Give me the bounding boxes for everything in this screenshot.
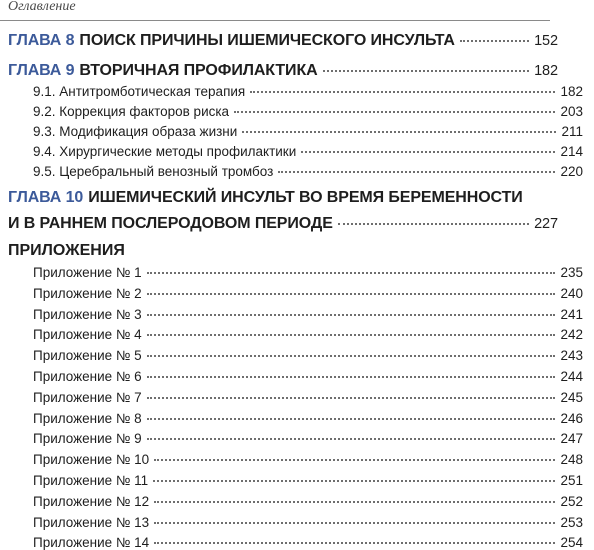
toc-entry-section-9-3[interactable] [0, 124, 594, 139]
chapter-title: ВТОРИЧНАЯ ПРОФИЛАКТИКА [79, 62, 318, 79]
toc-entry-chapter-10-line-2[interactable] [0, 215, 569, 233]
dot-leader [147, 271, 556, 274]
toc-entry-appendix-3[interactable] [0, 307, 594, 322]
page-number: 252 [560, 493, 583, 509]
section-title: 9.2. Коррекция факторов риска [33, 104, 230, 119]
page-number: 203 [560, 104, 583, 119]
section-title: 9.1. Антитромботическая терапия [33, 84, 246, 99]
dot-leader [153, 479, 555, 482]
toc-entry-appendix-11[interactable] [0, 473, 594, 488]
toc-entry-appendix-1[interactable] [0, 265, 594, 280]
page-number: 248 [560, 452, 583, 468]
dot-leader [460, 39, 529, 42]
chapter-title-line-1: ИШЕМИЧЕСКИЙ ИНСУЛЬТ ВО ВРЕМЯ БЕРЕМЕННОСТИ [88, 189, 523, 206]
dot-leader [154, 458, 555, 461]
page-number: 211 [561, 124, 583, 139]
dot-leader [147, 333, 556, 336]
toc-entry-section-9-2[interactable] [0, 104, 594, 119]
page-number: 247 [560, 431, 583, 447]
page-number: 241 [560, 306, 583, 322]
page-number: 227 [534, 216, 558, 232]
page-number: 244 [560, 369, 583, 384]
appendix-title: Приложение № 14 [33, 535, 150, 550]
page-number: 182 [560, 84, 583, 99]
appendix-title: Приложение № 5 [33, 348, 142, 364]
page-number: 235 [560, 265, 583, 280]
toc-entry-section-9-1[interactable] [0, 84, 594, 99]
dot-leader [147, 437, 556, 440]
dot-leader [147, 313, 556, 316]
toc-entry-section-9-5[interactable] [0, 164, 594, 179]
appendix-title: Приложение № 2 [33, 285, 142, 301]
running-header-title: Оглавление [8, 0, 76, 14]
appendix-title: Приложение № 8 [33, 410, 142, 426]
chapter-title: ПОИСК ПРИЧИНЫ ИШЕМИЧЕСКОГО ИНСУЛЬТА [79, 32, 455, 49]
page-number: 253 [560, 514, 583, 530]
running-header [0, 0, 550, 21]
dot-leader [154, 521, 555, 524]
page-number: 243 [560, 348, 583, 364]
appendix-title: Приложение № 11 [33, 473, 149, 488]
dot-leader [242, 130, 556, 133]
section-title: 9.3. Модификация образа жизни [33, 124, 238, 139]
dot-leader [147, 396, 556, 399]
page-number: 254 [560, 535, 583, 550]
chapter-number: ГЛАВА 9 [8, 62, 75, 79]
page-number: 246 [560, 410, 583, 426]
dot-leader [154, 541, 555, 544]
dot-leader [234, 110, 555, 113]
appendix-title: Приложение № 9 [33, 431, 142, 447]
appendix-title: Приложение № 10 [33, 452, 150, 468]
section-title: 9.4. Хирургические методы профилактики [33, 144, 297, 159]
chapter-number: ГЛАВА 8 [8, 32, 75, 49]
dot-leader [154, 500, 555, 503]
toc-entry-appendix-5[interactable] [0, 348, 594, 363]
page-number: 251 [560, 473, 583, 488]
page-number: 214 [560, 144, 583, 159]
toc-entry-appendix-10[interactable] [0, 452, 594, 467]
page-number: 240 [560, 285, 583, 301]
toc-entry-chapter-9[interactable] [0, 62, 569, 80]
appendices-heading: ПРИЛОЖЕНИЯ [8, 242, 125, 259]
page-number: 220 [560, 164, 583, 179]
chapter-number: ГЛАВА 10 [8, 189, 84, 206]
appendix-title: Приложение № 13 [33, 514, 150, 530]
dot-leader [278, 170, 555, 173]
toc-entry-appendix-2[interactable] [0, 286, 594, 301]
chapter-title-line-2: И В РАННЕМ ПОСЛЕРОДОВОМ ПЕРИОДЕ [8, 215, 333, 232]
appendix-title: Приложение № 12 [33, 493, 150, 509]
toc-entry-appendix-13[interactable] [0, 515, 594, 530]
appendix-title: Приложение № 3 [33, 306, 142, 322]
page-number: 245 [560, 389, 583, 405]
dot-leader [147, 375, 556, 378]
appendix-title: Приложение № 1 [33, 265, 142, 280]
toc-entry-appendix-14[interactable] [0, 535, 594, 550]
toc-entry-appendix-6[interactable] [0, 369, 594, 384]
toc-entry-appendix-12[interactable] [0, 494, 594, 509]
dot-leader [323, 69, 530, 72]
appendix-title: Приложение № 6 [33, 369, 142, 384]
toc-entry-appendix-9[interactable] [0, 431, 594, 446]
page-number: 242 [560, 327, 583, 343]
appendix-title: Приложение № 4 [33, 327, 142, 343]
dot-leader [250, 90, 555, 93]
toc-entry-appendix-7[interactable] [0, 390, 594, 405]
toc-entry-appendix-8[interactable] [0, 411, 594, 426]
dot-leader [147, 292, 556, 295]
page-number: 182 [534, 63, 558, 79]
section-title: 9.5. Церебральный венозный тромбоз [33, 164, 274, 179]
toc-entry-chapter-8[interactable] [0, 32, 569, 50]
page-number: 152 [534, 33, 558, 49]
dot-leader [147, 354, 556, 357]
appendix-title: Приложение № 7 [33, 389, 142, 405]
dot-leader [147, 417, 556, 420]
toc-entry-chapter-10-line-1[interactable] [8, 189, 523, 207]
toc-entry-appendix-4[interactable] [0, 327, 594, 342]
dot-leader [301, 150, 555, 153]
toc-entry-section-9-4[interactable] [0, 144, 594, 159]
dot-leader [338, 222, 529, 225]
